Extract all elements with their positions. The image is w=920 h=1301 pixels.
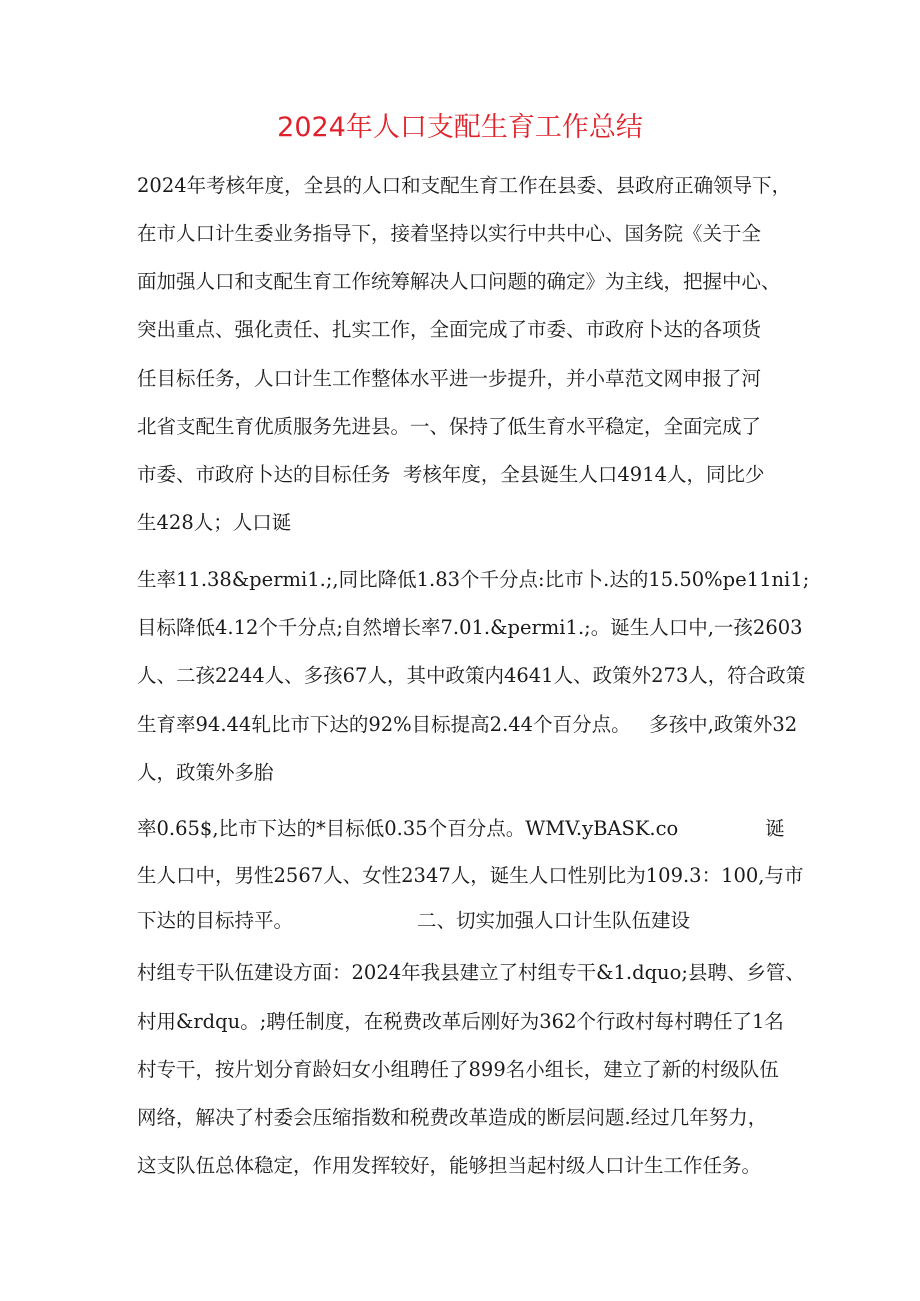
body-line: 网络，解决了村委会压缩指数和税费改革造成的断层问题.经过几年努力， — [137, 1106, 768, 1129]
body-line: 2024年考核年度，全县的人口和支配生育工作在县委、县政府正确领导下， — [137, 174, 792, 197]
body-line: 突出重点、强化责任、扎实工作，全面完成了市委、市政府卜达的各项货 — [137, 318, 762, 341]
body-line: 生率11.38&permi1.;,同比降低1.83个千分点:比市卜.达的15.50%pe11ni1; — [137, 568, 810, 591]
body-line: 村用&rdqu。;聘任制度，在税费改革后刚好为362个行政村每村聘任了1名 — [137, 1010, 784, 1033]
body-line: 率0.65$,比市下达的*目标低0.35个百分点。WMV.yBASK.co 诞 — [137, 817, 785, 840]
body-line: 村组专干队伍建设方面：2024年我县建立了村组专干&1.dquo;县聘、乡管、 — [137, 961, 805, 984]
body-line: 生育率94.44轧比市下达的92%目标提高2.44个百分点。 多孩中,政策外32 — [137, 713, 798, 736]
document-title: 2024年人口支配生育工作总结 — [277, 112, 643, 143]
body-line: 任目标任务，人口计生工作整体水平进一步提升，并小草范文网申报了河 — [137, 367, 762, 390]
body-line: 生人口中，男性2567人、女性2347人，诞生人口性别比为109.3：100,与市 — [137, 864, 804, 887]
body-line: 北省支配生育优质服务先进县。一、保持了低生育水平稳定，全面完成了 — [137, 415, 762, 438]
body-line: 下达的目标持平。 二、切实加强人口计生队伍建设 — [137, 909, 690, 932]
body-line: 生428人；人口诞 — [137, 511, 292, 534]
body-line: 村专干，按片划分育龄妇女小组聘任了899名小组长，建立了新的村级队伍 — [137, 1058, 779, 1081]
body-line: 目标降低4.12个千分点;自然增长率7.01.&permi1.;。诞生人口中,一孩2603 — [137, 616, 803, 639]
body-line: 人、二孩2244人、多孩67人，其中政策内4641人、政策外273人，符合政策 — [137, 664, 806, 687]
body-line: 这支队伍总体稳定，作用发挥较好，能够担当起村级人口计生工作任务。 — [137, 1154, 762, 1177]
body-line: 面加强人口和支配生育工作统筹解决人口问题的确定》为主线，把握中心、 — [137, 270, 781, 293]
body-line: 市委、市政府卜达的目标任务 考核年度，全县诞生人口4914人，同比少 — [137, 463, 765, 486]
body-line: 在市人口计生委业务指导下，接着坚持以实行中共中心、国务院《关于全 — [137, 222, 762, 245]
body-line: 人，政策外多胎 — [137, 761, 274, 784]
